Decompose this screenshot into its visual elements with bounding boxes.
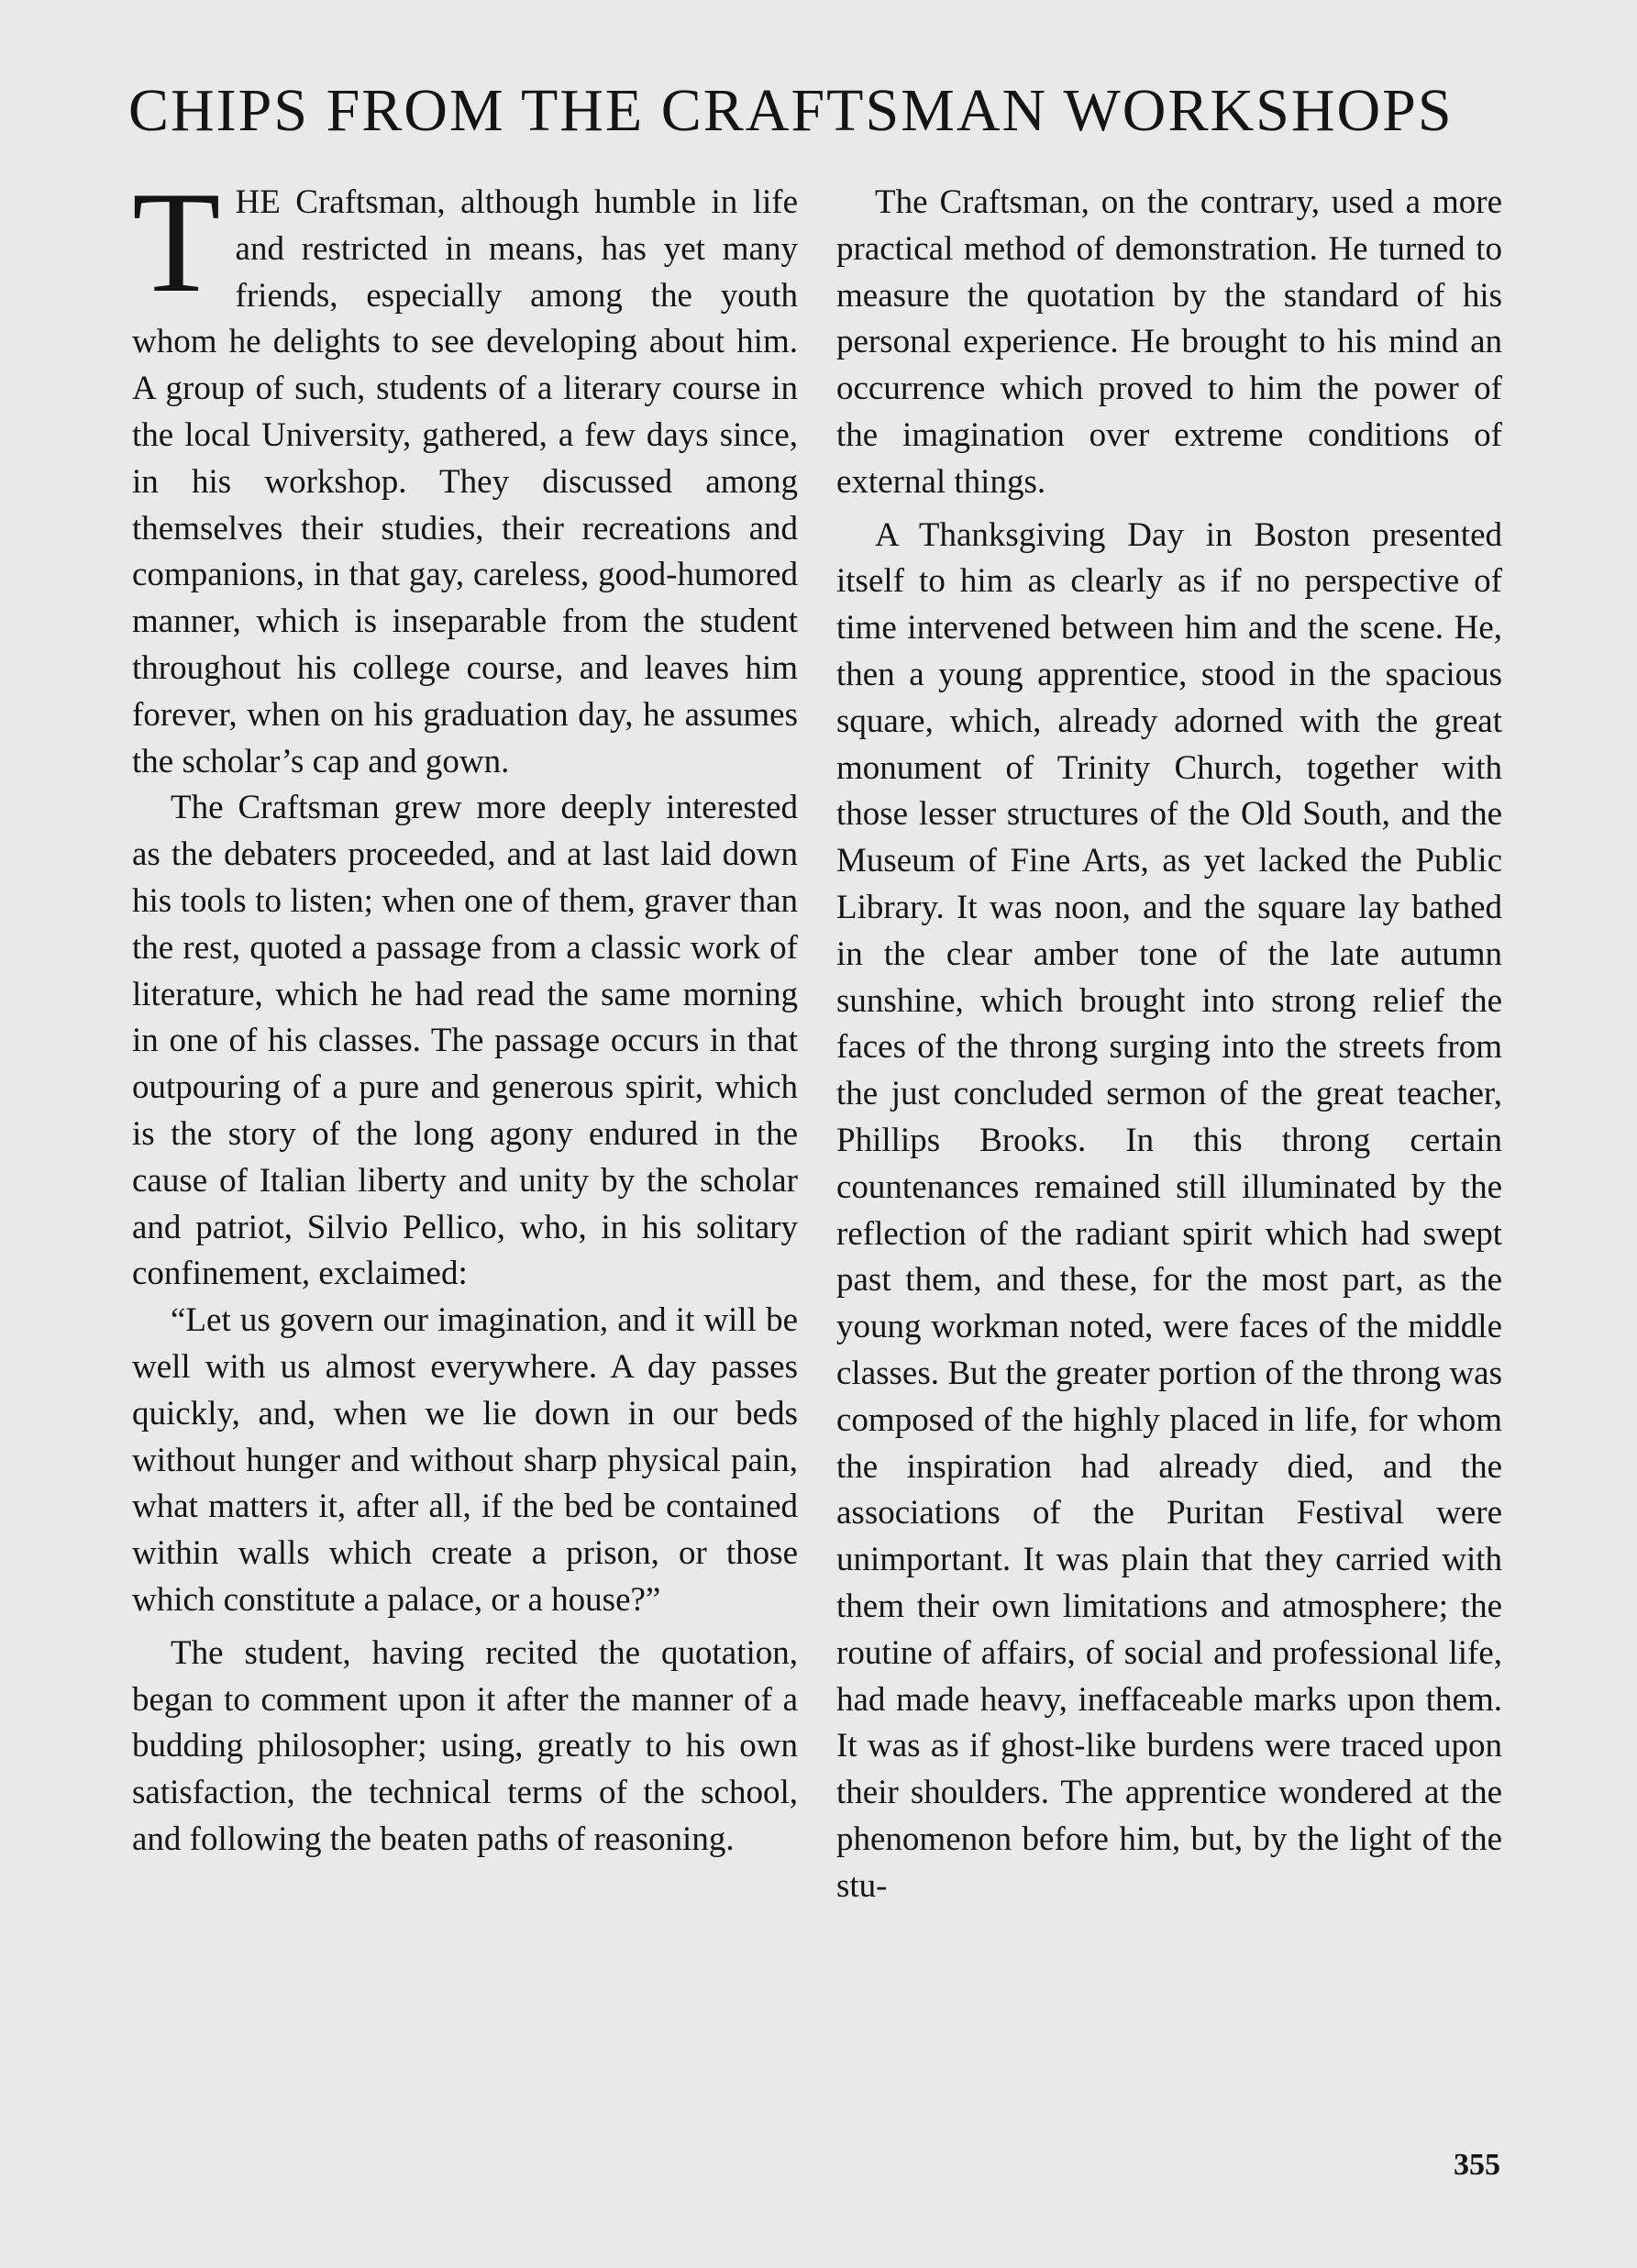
paragraph: The Craftsman grew more deeply interested as the debaters proceeded, and at last laid down his tools to listen; when one of them, graver than the rest, quoted a passage from a classic work of literature, which he had read the same morning in one of his classes. The passage occurs in that outpouring of a pure and generous spirit, which is the story of the long agony endured in the cause of Italian liberty and unity by the scholar and patriot, Silvio Pellico, who, in his solitary confinement, exclaimed: [132, 789, 798, 1293]
paragraph [132, 162, 798, 785]
block-quote: “Let us govern our imagination, and it will be well with us almost everywhere. A day passes quickly, and, when we lie down in our beds without hunger and without sharp physical pain, what matters it, after all, if the bed be contained within walls which create a prison, or those which constitute a palace, or a house?” [132, 1301, 798, 1619]
left-column [132, 162, 798, 1864]
paragraph: A Thanksgiving Day in Boston presented itself to him as clearly as if no perspective of time intervened between him and the scene. He, then a young apprentice, stood in the spacious square, which, already adorned with the great monument of Trinity Church, together with those lesser structures of the Old South, and the Museum of Fine Arts, as yet lacked the Public Library. It was noon, and the square lay bathed in the clear amber tone of the late autumn sunshine, which brought into strong relief the faces of the throng surging into the streets from the just concluded sermon of the great teacher, Phillips Brooks. In this throng certain countenances remained still illuminated by the reflection of the radiant spirit which had swept past them, and these, for the most part, as the young workman noted, were faces of the middle classes. But the greater portion of the throng was composed of the highly placed in life, for whom the inspiration had already died, and the associations of the Puritan Festival were unimportant. It was plain that they carried with them their own limitations and atmosphere; the routine of affairs, of social and professional life, had made heavy, ineffaceable marks upon them. It was as if ghost-like burdens were traced upon their shoulders. The apprentice wondered at the phenomenon before him, but, by the light of the stu- [836, 515, 1502, 1905]
paragraph: The student, having recited the quotation, began to comment upon it after the manner of a budding philosopher; using, greatly to his own satisfaction, the technical terms of the school, and following the beaten paths of reasoning. [132, 1633, 798, 1858]
page-number: 355 [1454, 2148, 1500, 2182]
page-title: CHIPS FROM THE CRAFTSMAN WORKSHOPS [128, 77, 1454, 144]
paragraph: The Craftsman, on the contrary, used a more practical method of demonstration. He turned to measure the quotation by the standard of his personal experience. He brought to his mind an occurrence which proved to him the power of the imagination over extreme conditions of external things. [836, 183, 1502, 501]
drop-cap: T [132, 162, 221, 323]
right-column [836, 180, 1502, 1909]
paragraph-text: HE Craftsman, although humble in life and restricted in means, has yet many friends, especially among the youth whom he delights to see developing about him. A group of such, students of a literary course in the local University, gathered, a few days since, in his workshop. They discussed among themselves their studies, their recreations and companions, in that gay, careless, good-humored manner, which is inseparable from the student throughout his college course, and leaves him forever, when on his graduation day, he assumes the scholar’s cap and gown. [132, 183, 798, 780]
